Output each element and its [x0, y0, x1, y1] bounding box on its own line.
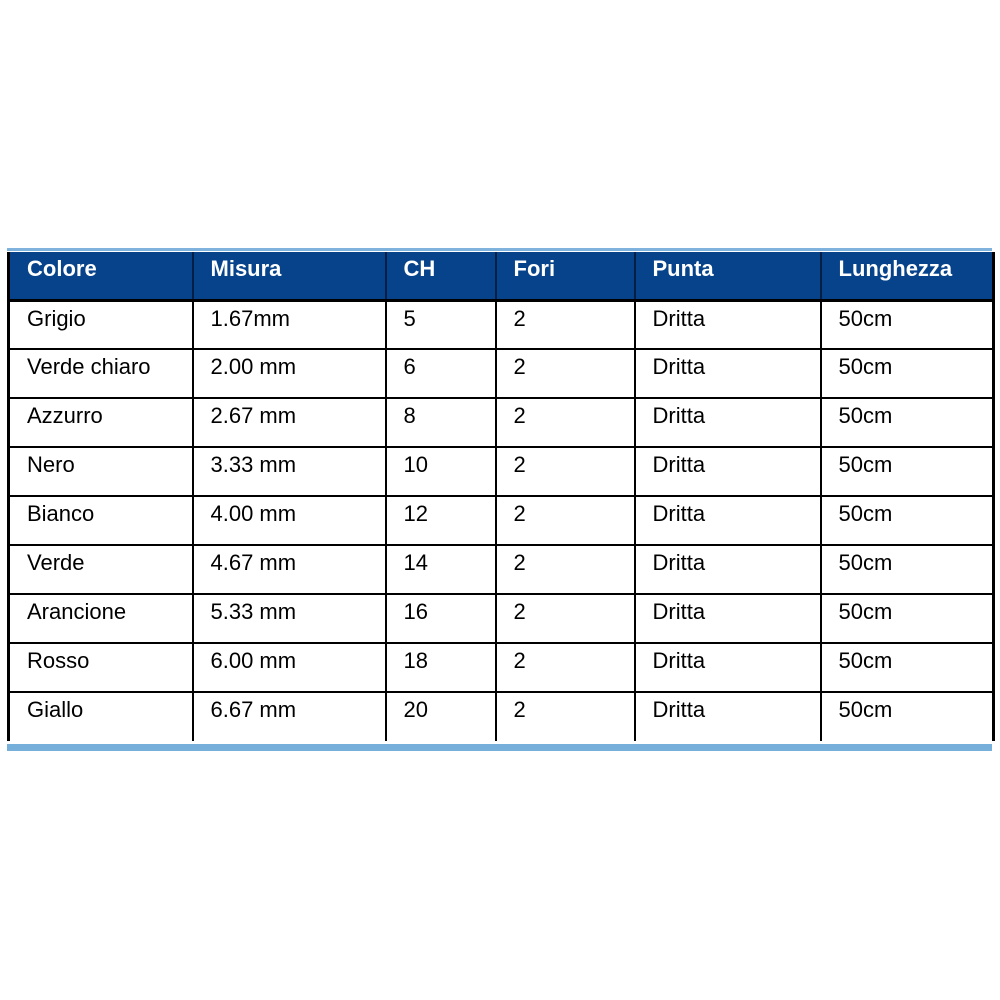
- cell-lunghezza: 50cm: [821, 398, 994, 447]
- header-misura: Misura: [193, 252, 386, 300]
- cell-ch: 5: [386, 300, 496, 349]
- table-row: [9, 692, 994, 741]
- header-fori: Fori: [496, 252, 635, 300]
- cell-fori: 2: [496, 692, 635, 741]
- header-colore: Colore: [9, 252, 193, 300]
- cell-misura: 2.00 mm: [193, 349, 386, 398]
- cell-fori: 2: [496, 447, 635, 496]
- cell-misura: 6.00 mm: [193, 643, 386, 692]
- cell-ch: 20: [386, 692, 496, 741]
- cell-punta: Dritta: [635, 398, 821, 447]
- table-row: [9, 545, 994, 594]
- cell-colore: Bianco: [9, 496, 193, 545]
- cell-colore: Arancione: [9, 594, 193, 643]
- cell-colore: Azzurro: [9, 398, 193, 447]
- cell-lunghezza: 50cm: [821, 594, 994, 643]
- cell-fori: 2: [496, 594, 635, 643]
- cell-ch: 16: [386, 594, 496, 643]
- cell-punta: Dritta: [635, 692, 821, 741]
- cell-ch: 12: [386, 496, 496, 545]
- cell-misura: 6.67 mm: [193, 692, 386, 741]
- cell-misura: 1.67mm: [193, 300, 386, 349]
- cell-lunghezza: 50cm: [821, 692, 994, 741]
- cell-ch: 6: [386, 349, 496, 398]
- cell-lunghezza: 50cm: [821, 447, 994, 496]
- cell-punta: Dritta: [635, 447, 821, 496]
- table-row: [9, 349, 994, 398]
- cell-lunghezza: 50cm: [821, 545, 994, 594]
- table-row: [9, 300, 994, 349]
- cell-lunghezza: 50cm: [821, 349, 994, 398]
- cell-misura: 5.33 mm: [193, 594, 386, 643]
- bottom-rule: [7, 744, 992, 751]
- cell-colore: Nero: [9, 447, 193, 496]
- table-row: [9, 398, 994, 447]
- cell-ch: 14: [386, 545, 496, 594]
- table-row: [9, 496, 994, 545]
- cell-fori: 2: [496, 300, 635, 349]
- cell-fori: 2: [496, 398, 635, 447]
- cell-ch: 8: [386, 398, 496, 447]
- spec-table: [7, 252, 995, 741]
- cell-punta: Dritta: [635, 300, 821, 349]
- header-lunghezza: Lunghezza: [821, 252, 994, 300]
- cell-ch: 18: [386, 643, 496, 692]
- cell-fori: 2: [496, 643, 635, 692]
- cell-fori: 2: [496, 349, 635, 398]
- cell-lunghezza: 50cm: [821, 300, 994, 349]
- table-row: [9, 447, 994, 496]
- cell-punta: Dritta: [635, 349, 821, 398]
- cell-punta: Dritta: [635, 496, 821, 545]
- cell-fori: 2: [496, 545, 635, 594]
- cell-colore: Verde chiaro: [9, 349, 193, 398]
- cell-fori: 2: [496, 496, 635, 545]
- cell-punta: Dritta: [635, 594, 821, 643]
- cell-misura: 2.67 mm: [193, 398, 386, 447]
- cell-misura: 3.33 mm: [193, 447, 386, 496]
- header-punta: Punta: [635, 252, 821, 300]
- cell-lunghezza: 50cm: [821, 643, 994, 692]
- cell-lunghezza: 50cm: [821, 496, 994, 545]
- cell-ch: 10: [386, 447, 496, 496]
- cell-misura: 4.00 mm: [193, 496, 386, 545]
- cell-colore: Verde: [9, 545, 193, 594]
- table-header-row: [9, 252, 994, 300]
- cell-misura: 4.67 mm: [193, 545, 386, 594]
- cell-punta: Dritta: [635, 643, 821, 692]
- table-row: [9, 594, 994, 643]
- header-ch: CH: [386, 252, 496, 300]
- cell-colore: Rosso: [9, 643, 193, 692]
- cell-colore: Grigio: [9, 300, 193, 349]
- cell-punta: Dritta: [635, 545, 821, 594]
- cell-colore: Giallo: [9, 692, 193, 741]
- table-row: [9, 643, 994, 692]
